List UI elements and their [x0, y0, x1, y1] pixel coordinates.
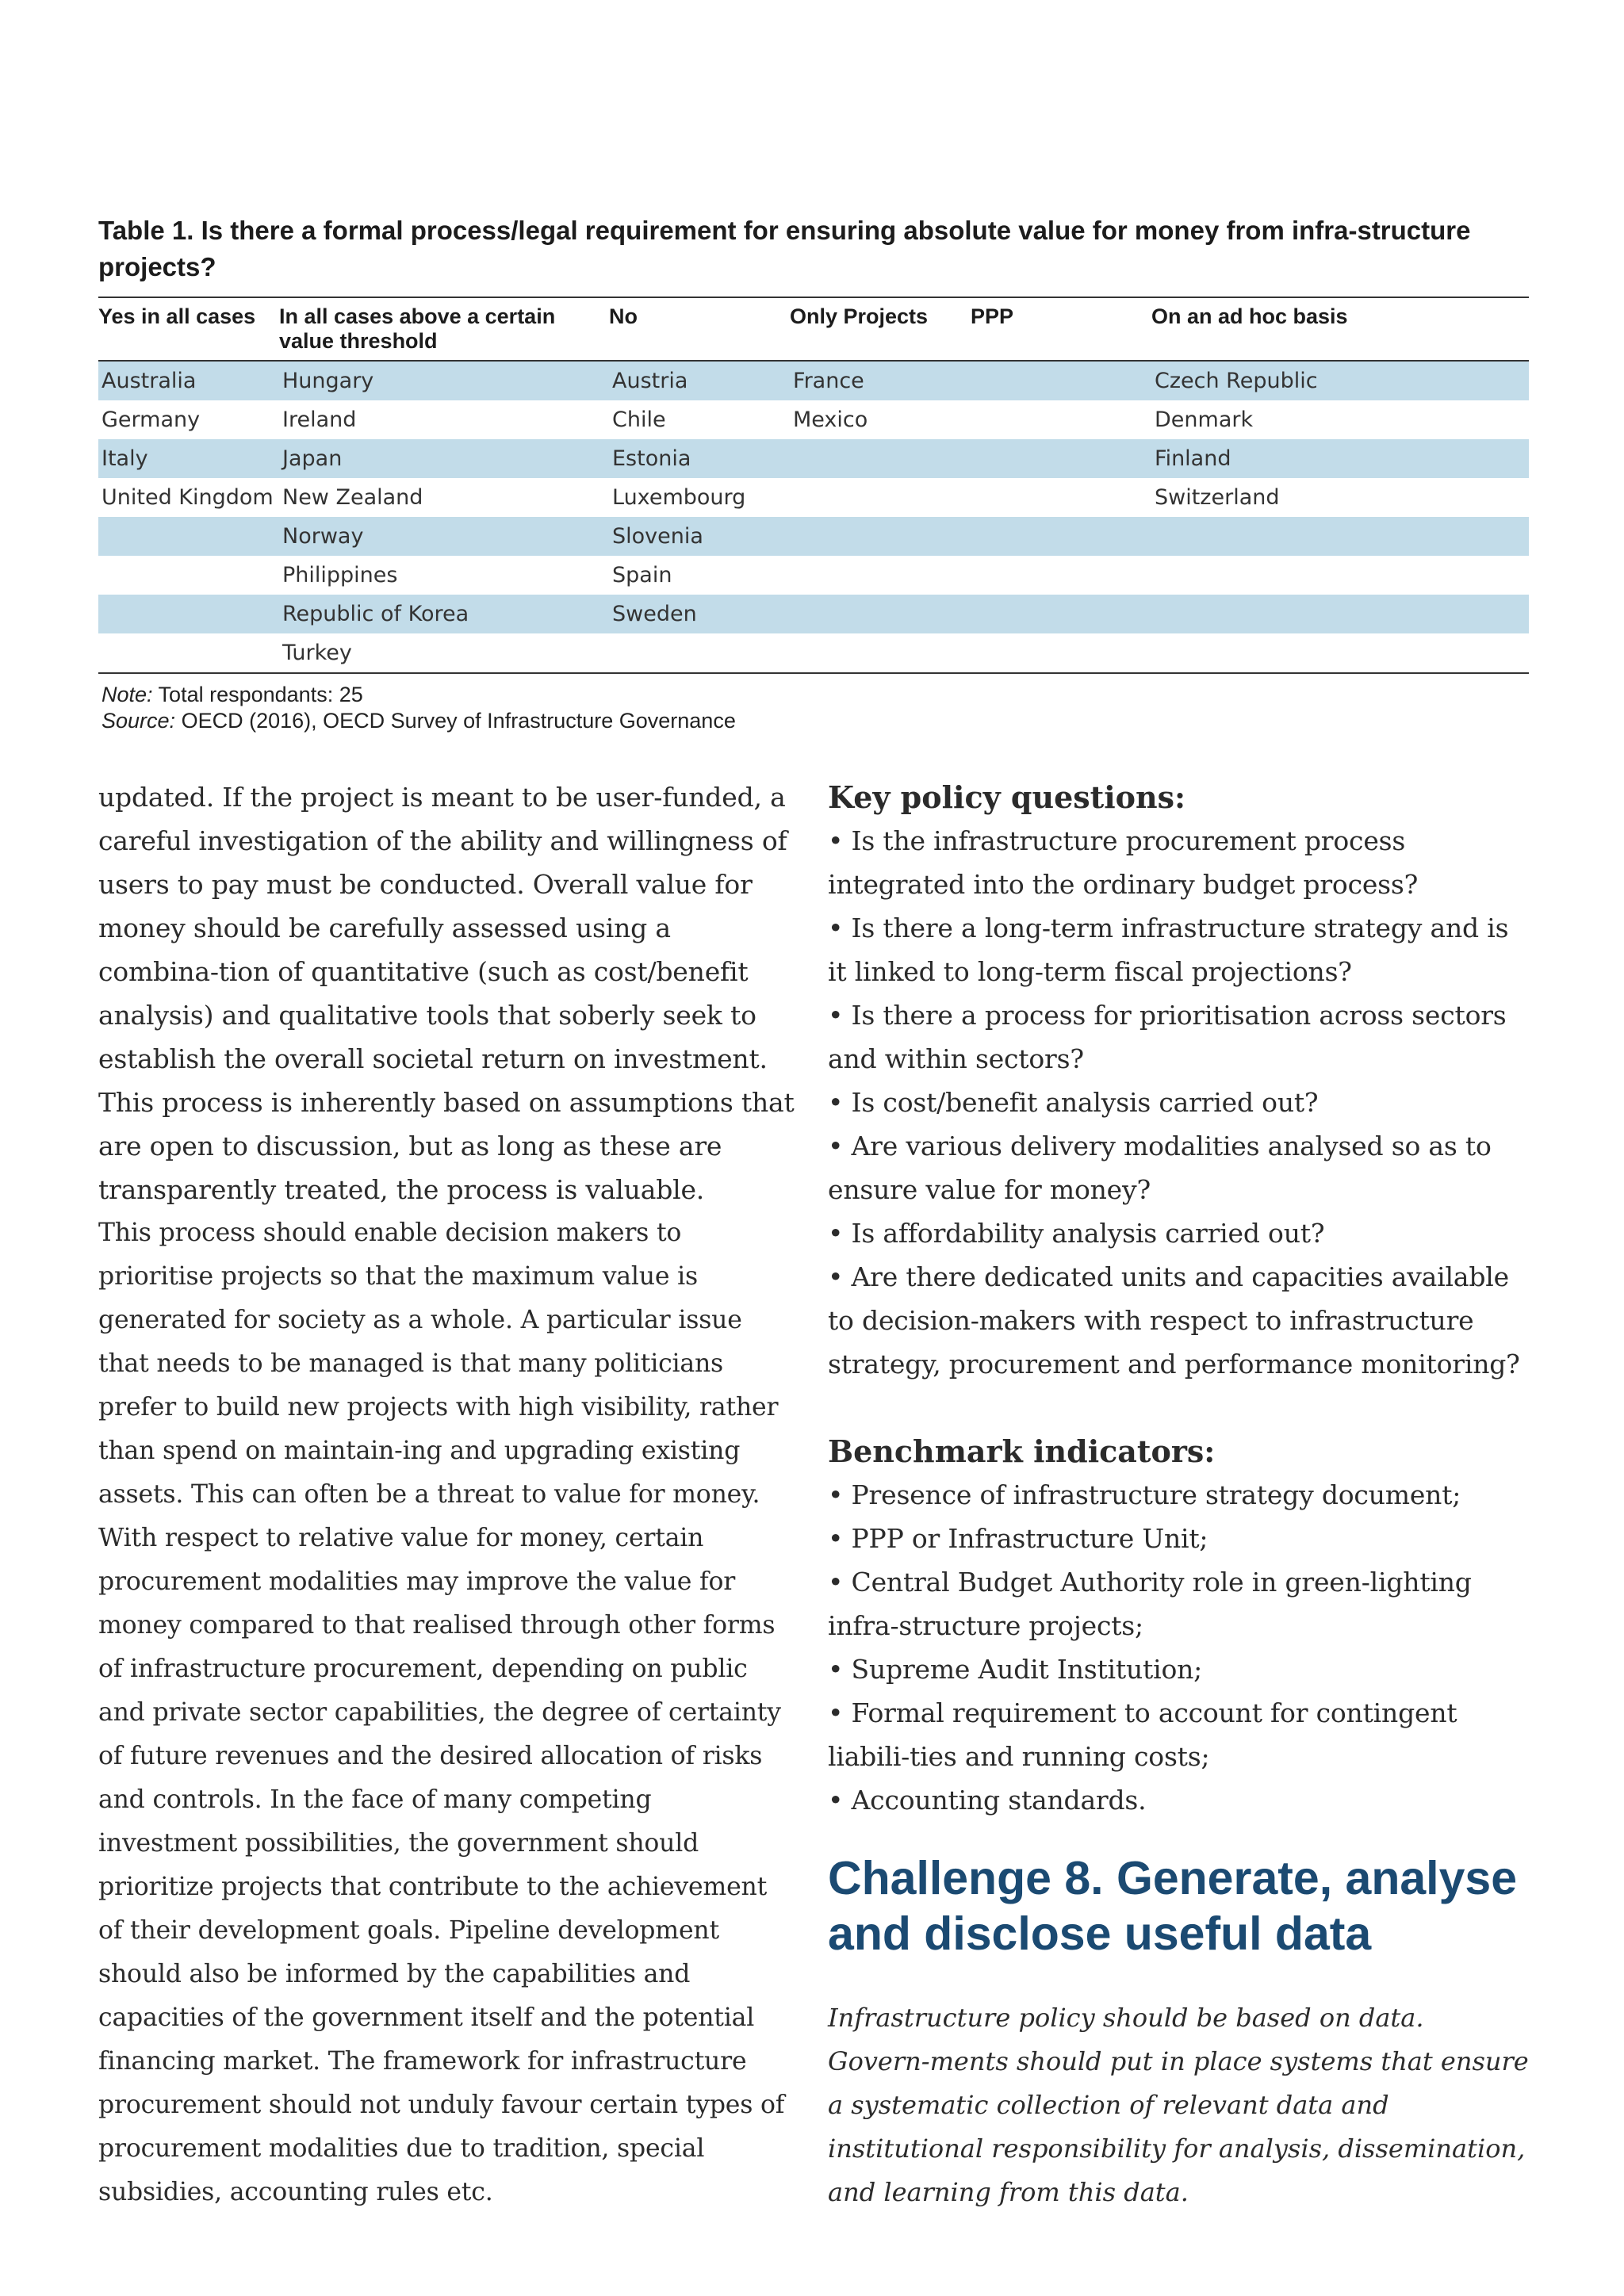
table-cell: Sweden	[609, 595, 790, 633]
list-item: • Are various delivery modalities analysed so as to ensure value for money?	[828, 1131, 1492, 1205]
table-cell: Japan	[279, 439, 609, 478]
table-cell: France	[790, 361, 971, 400]
table-cell: Hungary	[279, 361, 609, 400]
table-cell: Denmark	[1155, 408, 1254, 432]
key-policy-heading: Key policy questions:	[828, 779, 1186, 815]
table-cell	[790, 595, 971, 633]
table-cell: Norway	[279, 517, 609, 556]
table-section	[98, 212, 1529, 734]
header-ppp: PPP	[971, 297, 1151, 361]
table-cell	[790, 478, 971, 517]
table-note	[98, 682, 1529, 734]
table-cell: Austria	[609, 361, 790, 400]
table-row	[98, 595, 1529, 633]
table-cell	[98, 556, 279, 595]
list-item: • Presence of infrastructure strategy document;	[828, 1479, 1461, 1510]
table-cell	[790, 556, 971, 595]
table-cell	[98, 633, 279, 673]
list-item: • Is affordability analysis carried out?	[828, 1218, 1325, 1249]
value-for-money-table	[98, 297, 1529, 674]
table-cell	[98, 595, 279, 633]
left-column	[98, 775, 796, 2214]
list-item: • Accounting standards.	[828, 1785, 1147, 1816]
table-cell: Czech Republic	[1151, 361, 1529, 400]
header-ad-hoc: On an ad hoc basis	[1151, 297, 1529, 361]
list-item: • Formal requirement to account for contingent liabili-ties and running costs;	[828, 1697, 1457, 1772]
list-item: • Is cost/benefit analysis carried out?	[828, 1087, 1319, 1118]
source-text: OECD (2016), OECD Survey of Infrastructure Governance	[175, 709, 736, 733]
list-item: • Are there dedicated units and capacities available to decision-makers with respect to infrastructure strategy, procurement and performance monitoring?	[828, 1261, 1520, 1380]
table-cell: Spain	[612, 563, 672, 587]
list-item: • Central Budget Authority role in green-lighting infra-structure projects;	[828, 1567, 1472, 1641]
table-cell	[971, 478, 1151, 517]
challenge-title: Challenge 8. Generate, analyse and disclose useful data	[828, 1852, 1518, 1960]
table-row	[98, 517, 1529, 556]
list-item: • Is there a process for prioritisation across sectors and within sectors?	[828, 1000, 1507, 1074]
list-item: • Is there a long-term infrastructure strategy and is it linked to long-term fiscal projections?	[828, 913, 1509, 987]
table-row	[98, 361, 1529, 400]
table-cell: Italy	[98, 439, 279, 478]
table-cell	[790, 633, 971, 673]
table-cell	[609, 633, 790, 673]
table-cell	[98, 517, 279, 556]
list-item: • PPP or Infrastructure Unit;	[828, 1523, 1208, 1554]
header-only-projects: Only Projects	[790, 297, 971, 361]
table-cell: Republic of Korea	[279, 595, 609, 633]
table-cell: Germany	[102, 408, 201, 432]
table-cell	[790, 439, 971, 478]
table-cell	[971, 556, 1151, 595]
body-paragraph-1: updated. If the project is meant to be user-funded, a careful investigation of the ability and willingness of users to pay must be conducted. Overall value for money should be carefully assessed using a combina-tion of quantitative (such as cost/benefit analysis) and qualitative tools that soberly seek to establish the overall societal return on investment. This process is inherently based on assumptions that are open to discussion, but as long as these are transparently treated, the process is valuable.	[98, 782, 795, 1205]
list-item: • Supreme Audit Institution;	[828, 1654, 1203, 1685]
table-cell	[1151, 517, 1529, 556]
table-header-row	[98, 297, 1529, 361]
table-cell	[971, 633, 1151, 673]
benchmark-list	[828, 1473, 1529, 1822]
table-cell: Finland	[1151, 439, 1529, 478]
section-spacer	[828, 1386, 1529, 1429]
table-row	[98, 439, 1529, 478]
table-cell	[971, 361, 1151, 400]
right-column	[828, 775, 1529, 2240]
table-cell: Ireland	[282, 408, 357, 432]
table-cell: Slovenia	[609, 517, 790, 556]
table-row	[98, 556, 1529, 595]
table-row	[98, 633, 1529, 673]
table-cell: Chile	[612, 408, 666, 432]
header-no: No	[609, 297, 790, 361]
table-cell: Turkey	[279, 633, 609, 673]
challenge-intro: Infrastructure policy should be based on data. Govern-ments should put in place systems that ensure a systematic collection of relevant data and institutional responsibility for analysis, dissemination, and learning from this data.	[828, 2003, 1529, 2207]
header-yes-all-cases: Yes in all cases	[98, 297, 279, 361]
table-cell: United Kingdom	[102, 485, 274, 510]
table-cell: Luxembourg	[612, 485, 746, 510]
key-policy-list	[828, 819, 1529, 1386]
table-cell	[971, 517, 1151, 556]
note-text: Total respondants: 25	[152, 683, 363, 706]
table-title: Table 1. Is there a formal process/legal requirement for ensuring absolute value for money from infra-structure projects?	[98, 216, 1471, 281]
table-cell	[971, 400, 1151, 439]
table-cell	[1151, 556, 1529, 595]
table-cell	[1151, 633, 1529, 673]
table-row	[98, 400, 1529, 439]
body-paragraph-2: This process should enable decision makers to prioritise projects so that the maximum value is generated for society as a whole. A particular issue that needs to be managed is that many politicians prefer to build new projects with high visibility, rather than spend on maintain-ing and upgrading existing assets. This can often be a threat to value for money. With respect to relative value for money, certain procurement modalities may improve the value for money compared to that realised through other forms of infrastructure procurement, depending on public and private sector capabilities, the degree of certainty of future revenues and the desired allocation of risks and controls. In the face of many competing investment possibilities, the government should prioritize projects that contribute to the achievement of their development goals. Pipeline development should also be informed by the capabilities and capacities of the government itself and the potential financing market. The framework for infrastructure procurement should not unduly favour certain types of procurement modalities due to tradition, special subsidies, accounting rules etc.	[98, 1219, 785, 2206]
table-cell: Estonia	[609, 439, 790, 478]
table-cell: Australia	[98, 361, 279, 400]
table-cell: New Zealand	[282, 485, 423, 510]
table-cell: Switzerland	[1155, 485, 1280, 510]
table-row	[98, 478, 1529, 517]
table-cell: Mexico	[793, 408, 868, 432]
benchmark-heading: Benchmark indicators:	[828, 1433, 1216, 1469]
table-cell	[971, 595, 1151, 633]
table-cell	[790, 517, 971, 556]
note-label: Note:	[102, 683, 153, 706]
table-cell: Philippines	[282, 563, 398, 587]
list-item: • Is the infrastructure procurement process integrated into the ordinary budget process?	[828, 825, 1419, 900]
table-cell	[1151, 595, 1529, 633]
header-above-threshold: In all cases above a certain value threshold	[279, 297, 609, 361]
source-label: Source:	[102, 709, 176, 733]
table-cell	[971, 439, 1151, 478]
